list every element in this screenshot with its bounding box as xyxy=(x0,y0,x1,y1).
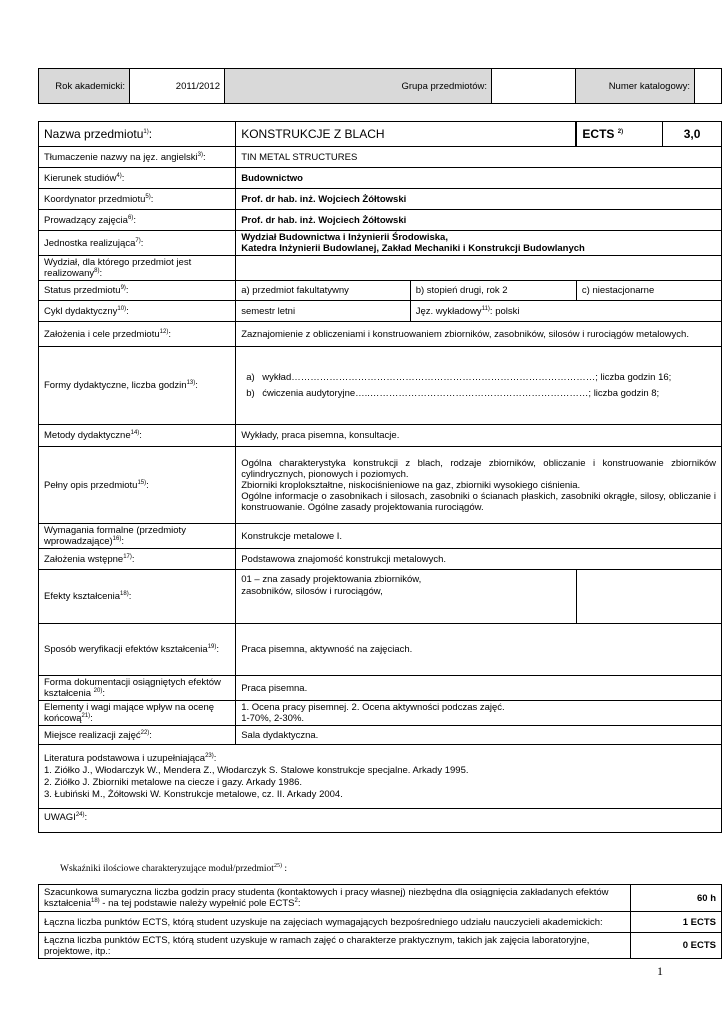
cycle-label: Cykl dydaktyczny$^{10)}$: xyxy=(39,301,236,322)
methods-value: Wykłady, praca pisemna, konsultacje. xyxy=(236,425,722,447)
indicator-ects-direct-text: Łączna liczba punktów ECTS, którą student uzyskuje na zajęciach wymagających bezpośredniego udziału nauczycieli akademickich: xyxy=(39,912,631,933)
forms-value xyxy=(236,347,722,425)
direction-label: Kierunek studiów$^{4)}$: xyxy=(39,168,236,189)
direction-value: Budownictwo xyxy=(236,168,722,189)
indicator-ects-practical-text: Łączna liczba punktów ECTS, którą student uzyskuje w ramach zajęć o charakterze praktycznym, takich jak zajęcia laboratoryjne, projektowe, itp.: xyxy=(39,933,631,959)
goals-value: Zaznajomienie z obliczeniami i konstruowaniem zbiorników, zasobników, silosów i rurociągów metalowych. xyxy=(236,322,722,347)
outcomes-empty xyxy=(576,570,721,624)
unit-label: Jednostka realizująca$^{7)}$: xyxy=(39,231,236,256)
translation-value: TIN METAL STRUCTURES xyxy=(236,147,722,168)
name-label: Nazwa przedmiotu$^{1)}$: xyxy=(39,122,236,147)
grupa-label: Grupa przedmiotów: xyxy=(225,69,492,104)
indicator-hours-text: Szacunkowa sumaryczna liczba godzin pracy studenta (kontaktowych i pracy własnej) niezbędna dla osiągnięcia zakładanych efektów kształcenia$^{18)}$ - na tej podstawie należy wypełnić pole ECTS$^2$: xyxy=(39,885,631,912)
goals-label: Założenia i cele przedmiotu$^{12)}$: xyxy=(39,322,236,347)
name-value: KONSTRUKCJE Z BLACH xyxy=(236,122,577,147)
indicator-ects-direct-value: 1 ECTS xyxy=(631,912,722,933)
forms-label: Formy dydaktyczne, liczba godzin$^{13)}$: xyxy=(39,347,236,425)
ects-label: ECTS $^{2)}$ xyxy=(576,122,662,147)
faculty-value xyxy=(236,256,722,281)
ects-value: 3,0 xyxy=(663,122,722,147)
assumptions-label: Założenia wstępne$^{17)}$: xyxy=(39,549,236,570)
language-value: Jęz. wykładowy$^{11)}$: polski xyxy=(410,301,721,322)
forms-item: a) wykład……………………………………………………………………………………; liczba godzin 16; xyxy=(246,372,672,383)
verification-label: Sposób weryfikacji efektów kształcenia$^{19)}$: xyxy=(39,624,236,676)
numer-value xyxy=(695,69,722,104)
grupa-value xyxy=(492,69,576,104)
indicator-hours-value: 60 h xyxy=(631,885,722,912)
lecturer-value: Prof. dr hab. inż. Wojciech Żółtowski xyxy=(236,210,722,231)
outcomes-label: Efekty kształcenia$^{18)}$: xyxy=(39,570,236,624)
place-value: Sala dydaktyczna. xyxy=(236,726,722,745)
translation-label: Tłumaczenie nazwy na jęz. angielski$^{3)}$: xyxy=(39,147,236,168)
weights-label: Elementy i wagi mające wpływ na ocenę końcową$^{21)}$: xyxy=(39,701,236,726)
rok-value: 2011/2012 xyxy=(130,69,225,104)
lecturer-label: Prowadzący zajęcia$^{6)}$: xyxy=(39,210,236,231)
requirements-value: Konstrukcje metalowe I. xyxy=(236,524,722,549)
coordinator-value: Prof. dr hab. inż. Wojciech Żółtowski xyxy=(236,189,722,210)
requirements-label: Wymagania formalne (przedmioty wprowadzające)$^{16)}$: xyxy=(39,524,236,549)
methods-label: Metody dydaktyczne$^{14)}$: xyxy=(39,425,236,447)
literature: Literatura podstawowa i uzupełniająca$^{23)}$: 1. Ziółko J., Włodarczyk W., Mendera Z., Włodarczyk S. Stalowe konstrukcje specjalne. Arkady 1995. 2. Ziółko J. Zbiorniki metalowe na ciecze i gazy. Arkady 1986. 3. Łubiński M., Żółtowski W. Konstrukcje metalowe, cz. II. Arkady 2004. xyxy=(39,745,722,809)
forms-item: b) ćwiczenia audytoryjne…..……………………………………………………………; liczba godzin 8; xyxy=(246,388,660,399)
remarks: UWAGI$^{24)}$: xyxy=(39,809,722,833)
assumptions-value: Podstawowa znajomość konstrukcji metalowych. xyxy=(236,549,722,570)
outcomes-value: 01 – zna zasady projektowania zbiorników, zasobników, silosów i rurociągów, xyxy=(236,570,577,624)
header-table xyxy=(38,68,722,104)
indicators-table xyxy=(38,884,722,959)
verification-value: Praca pisemna, aktywność na zajęciach. xyxy=(236,624,722,676)
description-value: Ogólna charakterystyka konstrukcji z blach, rodzaje zbiorników, obliczanie i konstruowanie zbiorników cylindrycznych, pionowych i poziomych. Zbiorniki kroplokształtne, niskociśnieniowe na gaz, zbiorniki wysokiego ciśnienia. Ogólne informacje o zasobnikach i silosach, zasobniki o ścianach płaskich, zasobniki okrągłe, silosy, obliczanie i konstruowanie. Ogólne zasady projektowania rurociągów. xyxy=(236,447,722,524)
documentation-label: Forma dokumentacji osiągniętych efektów kształcenia $^{20)}$: xyxy=(39,676,236,701)
numer-label: Numer katalogowy: xyxy=(576,69,695,104)
status-label: Status przedmiotu$^{9)}$: xyxy=(39,281,236,301)
course-table xyxy=(38,121,722,833)
faculty-label: Wydział, dla którego przedmiot jest realizowany$^{8)}$: xyxy=(39,256,236,281)
description-label: Pełny opis przedmiotu$^{15)}$: xyxy=(39,447,236,524)
status-c: c) niestacjonarne xyxy=(576,281,721,301)
status-b: b) stopień drugi, rok 2 xyxy=(410,281,576,301)
indicators-title: Wskaźniki ilościowe charakteryzujące moduł/przedmiot$^{25)}$ : xyxy=(60,862,287,874)
page-number: 1 xyxy=(657,964,663,978)
indicator-ects-practical-value: 0 ECTS xyxy=(631,933,722,959)
weights-value: 1. Ocena pracy pisemnej. 2. Ocena aktywności podczas zajęć. 1-70%, 2-30%. xyxy=(236,701,722,726)
unit-value: Wydział Budownictwa i Inżynierii Środowiska, Katedra Inżynierii Budowlanej, Zakład Mechaniki i Konstrukcji Budowlanych xyxy=(236,231,722,256)
status-a: a) przedmiot fakultatywny xyxy=(236,281,410,301)
coordinator-label: Koordynator przedmiotu$^{5)}$: xyxy=(39,189,236,210)
documentation-value: Praca pisemna. xyxy=(236,676,722,701)
cycle-value: semestr letni xyxy=(236,301,410,322)
rok-label: Rok akademicki: xyxy=(39,69,130,104)
place-label: Miejsce realizacji zajęć$^{22)}$: xyxy=(39,726,236,745)
